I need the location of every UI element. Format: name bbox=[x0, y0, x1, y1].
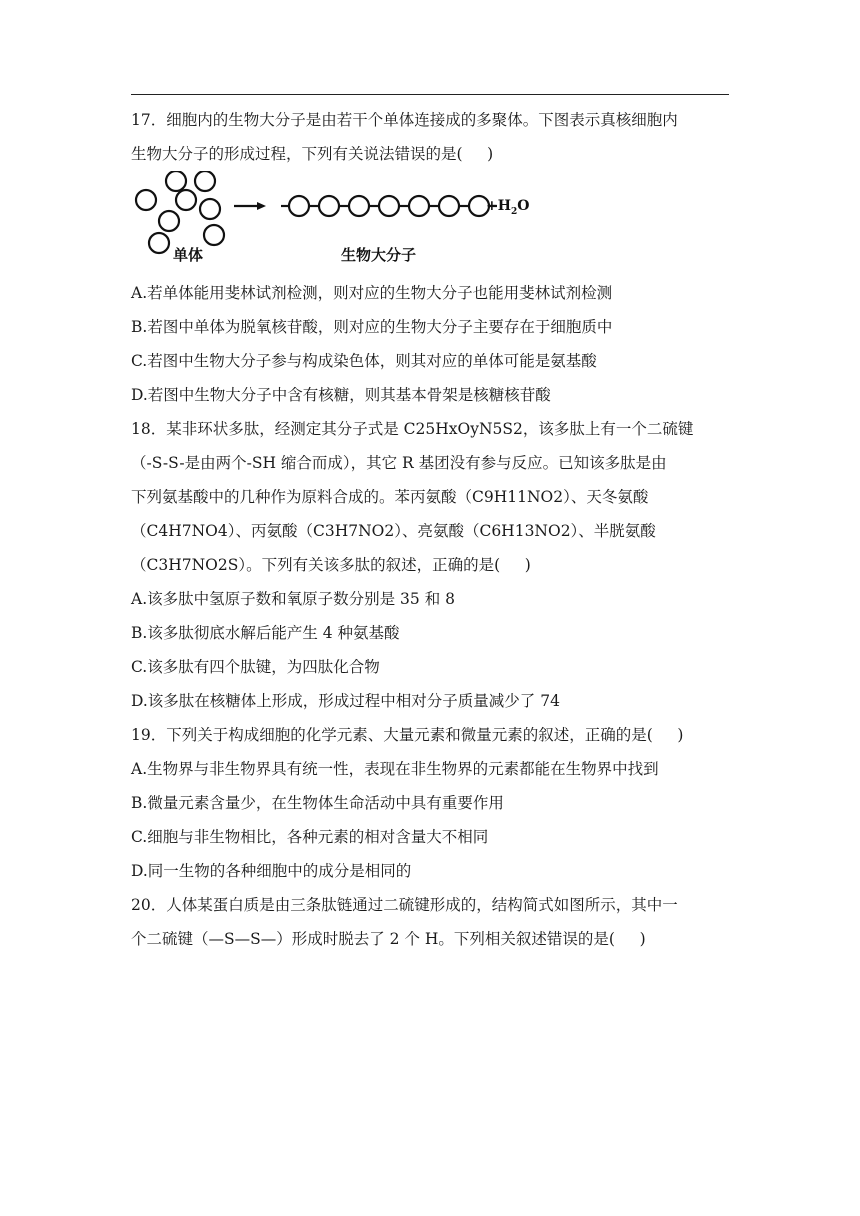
q18-stem-line3: 下列氨基酸中的几种作为原料合成的。苯丙氨酸（C9H11NO2）、天冬氨酸 bbox=[131, 488, 649, 506]
q17-option-a: A.若单体能用斐林试剂检测，则对应的生物大分子也能用斐林试剂检测 bbox=[131, 284, 613, 302]
monomer-circle bbox=[136, 190, 156, 210]
q18-option-a: A.该多肽中氢原子数和氧原子数分别是 35 和 8 bbox=[131, 590, 455, 608]
q17-option-d: D.若图中生物大分子中含有核糖，则其基本骨架是核糖核苷酸 bbox=[131, 386, 551, 404]
monomer-circle bbox=[159, 211, 179, 231]
monomer-circle bbox=[176, 190, 196, 210]
monomer-label: 单体 bbox=[173, 246, 204, 264]
arrow-icon bbox=[234, 202, 266, 210]
q17-stem-line1: 17．细胞内的生物大分子是由若干个单体连接成的多聚体。下图表示真核细胞内 bbox=[131, 111, 678, 129]
q18-stem-line4: （C4H7NO4）、丙氨酸（C3H7NO2）、亮氨酸（C6H13NO2）、半胱氨酸 bbox=[131, 522, 656, 540]
q17-option-c: C.若图中生物大分子参与构成染色体，则其对应的单体可能是氨基酸 bbox=[131, 352, 597, 370]
q18-stem-line5: （C3H7NO2S）。下列有关该多肽的叙述，正确的是( ) bbox=[131, 556, 531, 574]
plus-water-label: $+H_2O$ bbox=[486, 198, 530, 217]
monomer-circle bbox=[166, 171, 186, 191]
monomer-circle bbox=[204, 225, 224, 245]
polymer-chain bbox=[281, 196, 497, 216]
q20-stem-line1: 20．人体某蛋白质是由三条肽链通过二硫键形成的，结构简式如图所示，其中一 bbox=[131, 896, 678, 914]
q19-option-b: B.微量元素含量少，在生物体生命活动中具有重要作用 bbox=[131, 794, 504, 812]
q18-option-c: C.该多肽有四个肽键，为四肽化合物 bbox=[131, 658, 380, 676]
q18-option-d: D.该多肽在核糖体上形成，形成过程中相对分子质量减少了 74 bbox=[131, 692, 560, 710]
monomer-circle bbox=[200, 199, 220, 219]
exam-content bbox=[131, 103, 731, 956]
monomer-circle bbox=[195, 171, 215, 191]
q19-option-c: C.细胞与非生物相比，各种元素的相对含量大不相同 bbox=[131, 828, 489, 846]
q17-option-b: B.若图中单体为脱氧核苷酸，则对应的生物大分子主要存在于细胞质中 bbox=[131, 318, 613, 336]
polymer-label: 生物大分子 bbox=[341, 246, 417, 264]
q19-option-a: A.生物界与非生物界具有统一性，表现在非生物界的元素都能在生物界中找到 bbox=[131, 760, 659, 778]
header-rule bbox=[131, 94, 729, 95]
monomer-circle bbox=[149, 233, 169, 253]
q17-stem-line2: 生物大分子的形成过程，下列有关说法错误的是( ) bbox=[131, 145, 494, 163]
q18-option-b: B.该多肽彻底水解后能产生 4 种氨基酸 bbox=[131, 624, 400, 642]
q19-stem: 19．下列关于构成细胞的化学元素、大量元素和微量元素的叙述，正确的是( ) bbox=[131, 726, 684, 744]
q20-stem-line2: 个二硫键（—S—S—）形成时脱去了 2 个 H。下列相关叙述错误的是( ) bbox=[131, 930, 646, 948]
macromolecule-formation-figure bbox=[131, 171, 551, 276]
q18-stem-line2: （-S-S-是由两个-SH 缩合而成），其它 R 基团没有参与反应。已知该多肽是由 bbox=[131, 454, 667, 472]
q19-option-d: D.同一生物的各种细胞中的成分是相同的 bbox=[131, 862, 412, 880]
q18-stem-line1: 18．某非环状多肽，经测定其分子式是 C25HxOyN5S2，该多肽上有一个二硫键 bbox=[131, 420, 694, 438]
